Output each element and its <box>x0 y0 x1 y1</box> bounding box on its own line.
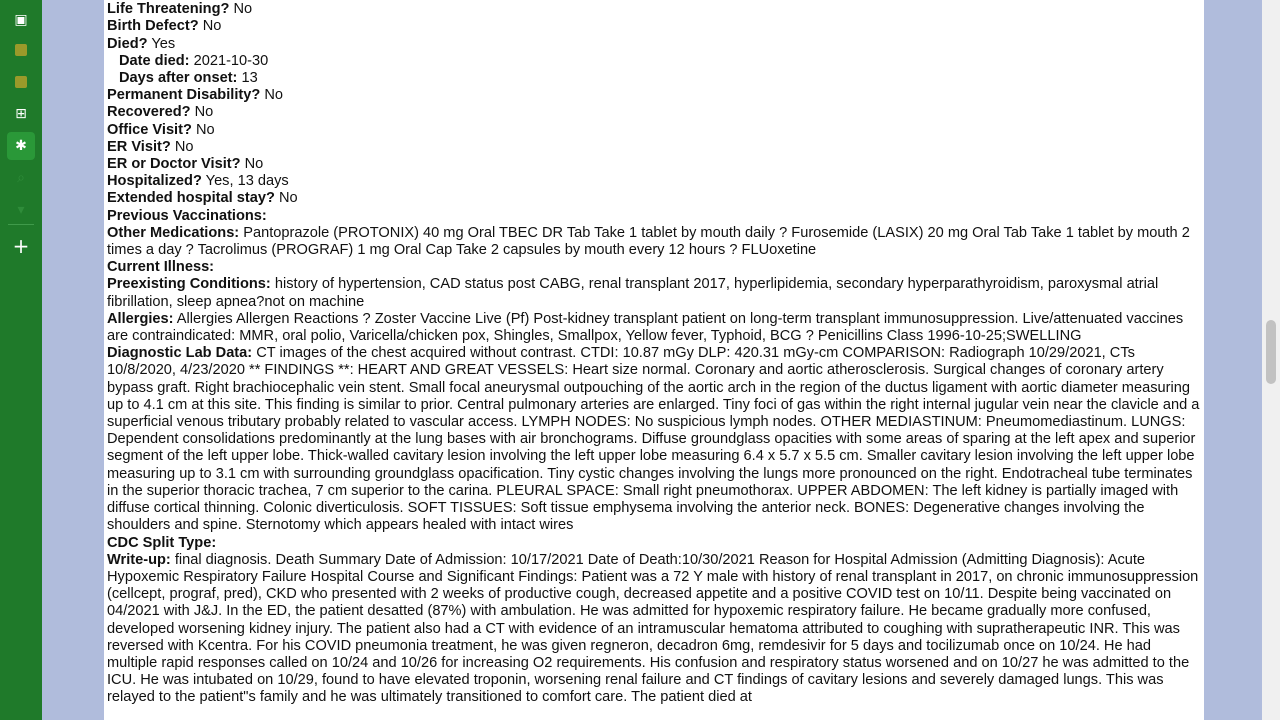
sidebar-extension-active-button[interactable] <box>7 132 35 160</box>
field-value: No <box>264 87 283 104</box>
field-label: Diagnostic Lab Data: <box>107 345 253 362</box>
field-value: No <box>174 138 194 155</box>
report-field-row <box>107 1 1201 18</box>
sidebar-filter-button[interactable] <box>7 196 35 224</box>
field-label: Office Visit? <box>107 121 192 138</box>
field-label: Date died: <box>119 52 190 69</box>
field-value: 13 <box>241 70 258 87</box>
report-field-row <box>107 552 1201 707</box>
extension-icon <box>15 76 27 88</box>
grid-icon: ⊞ <box>15 106 27 122</box>
field-value: 2021-10-30 <box>193 52 269 69</box>
field-value: Allergies Allergen Reactions ? Zoster Vaccine Live (Pf) Post-kidney transplant patient on long-term transplant immunosuppression. Live/attenuated vaccines are contraindicated: MMR, oral polio, Varicella/chicken pox, Shingles, Smallpox, Yellow fever, Typhoid, BCG ? Penicillins Class 1996-10-25;SWELLING <box>107 310 1184 345</box>
field-label: Preexisting Conditions: <box>107 276 271 293</box>
report-page <box>104 0 1204 720</box>
report-field-row <box>107 276 1201 310</box>
field-value: No <box>244 156 264 173</box>
field-value: No <box>278 190 298 207</box>
sidebar-add-button[interactable] <box>7 232 35 260</box>
field-label: Extended hospital stay? <box>107 190 275 207</box>
report-field-row <box>107 345 1201 534</box>
field-label: Birth Defect? <box>107 18 199 35</box>
browser-sidebar <box>0 0 42 720</box>
sidebar-extension-grid-button[interactable] <box>7 100 35 128</box>
field-label: ER or Doctor Visit? <box>107 156 241 173</box>
report-field-row <box>107 173 1201 190</box>
field-label: Permanent Disability? <box>107 87 261 104</box>
field-value: final diagnosis. Death Summary Date of Admission: 10/17/2021 Date of Death:10/30/2021 Reason for Hospital Admission (Admitting Diagnosis): Acute Hypoxemic Respiratory Failure Hospital Course and Significant Findings: Patient was a 72 Y male with history of renal transplant in 2017, on chronic immunosuppression (cellcept, prograf, pred), CKD who presented with 2 weeks of productive cough, decreased appetite and a positive COVID test on 10/11. Despite being vaccinated on 04/2021 with J&J. In the ED, the patient desatted (87%) with ambulation. He was admitted for hypoxemic respiratory failure. He became gradually more confused, developed worsening kidney injury. The patient also had a CT with evidence of an intramuscular hematoma attributed to coughing with supratherapeutic INR. This was reversed with Kcentra. For his COVID pneumonia treatment, he was given regneron, decadron 6mg, remdesivir for 5 days and tocilizumab once on 10/24. He had multiple rapid responses called on 10/24 and 10/26 for increasing O2 requirements. His confusion and respiratory status worsened and on 10/27 he was admitted to the ICU. He was intubated on 10/29, found to have elevated troponin, worsening renal failure and CT findings of cavitary lesions and severely damaged lungs. This was relayed to the patient"s family and he was ultimately transitioned to comfort care. The patient died at <box>107 551 1199 706</box>
report-field-row <box>107 259 1201 276</box>
page-scrollbar[interactable] <box>1262 0 1280 720</box>
search-icon: ⌕ <box>17 170 25 186</box>
field-label: Days after onset: <box>119 70 238 87</box>
filter-icon: ▾ <box>17 202 25 218</box>
extension-icon <box>15 44 27 56</box>
field-value: CT images of the chest acquired without contrast. CTDI: 10.87 mGy DLP: 420.31 mGy-cm COMPARISON: Radiograph 10/29/2021, CTs 10/8/2020, 4/23/2020 ** FINDINGS **: HEART AND GREAT VESSELS: Heart size normal. Coronary and aortic atherosclerosis. Surgical changes of coronary artery bypass graft. Right brachiocephalic vein stent. Small focal aneurysmal outpouching of the aortic arch in the region of the ductus ligament with aortic diameter measuring up to 4.1 cm at this site. This finding is similar to prior. Central pulmonary arteries are enlarged. Tiny foci of gas within the right internal jugular vein near the clavicle and a superficial venous tributary probably related to vascular access. LYMPH NODES: No suspicious lymph nodes. OTHER MEDIASTINUM: Pneumomediastinum. LUNGS: Dependent consolidations predominantly at the lung bases with air bronchograms. Diffuse groundglass opacities with some areas of sparing at the left apex and superior segment of the left upper lobe. Thick-walled cavitary lesion involving the left upper lobe measuring 6.4 x 5.7 x 5.5 cm. Smaller cavitary lesion involving the left upper lobe measuring up to 3.1 cm with surrounding groundglass opacification. Tiny cystic changes involving the lungs more pronounced on the right. Endotracheal tube terminates in the superior thoracic trachea, 7 cm superior to the carina. PLEURAL SPACE: Small right pneumothorax. UPPER ABDOMEN: The left kidney is partially imaged with diffuse cortical thinning. Colonic diverticulosis. SOFT TISSUES: Soft tissue emphysema involving the anterior neck. BONES: Degenerative changes involving the shoulders and spine. Sternotomy which appears healed with intact wires <box>107 345 1200 534</box>
field-value: Yes <box>151 35 176 52</box>
field-value: Yes, 13 days <box>205 173 289 190</box>
field-label: Current Illness: <box>107 259 215 276</box>
field-value: Pantoprazole (PROTONIX) 40 mg Oral TBEC DR Tab Take 1 tablet by mouth daily ? Furosemide (LASIX) 20 mg Oral Tab Take 1 tablet by mouth 2 times a day ? Tacrolimus (PROGRAF) 1 mg Oral Cap Take 2 capsules by mouth every 12 hours ? FLUoxetine <box>107 224 1190 259</box>
report-field-row <box>107 36 1201 53</box>
field-value: No <box>202 18 222 35</box>
scroll-thumb[interactable] <box>1266 320 1276 384</box>
field-label: Recovered? <box>107 104 191 121</box>
report-field-row <box>107 70 1201 87</box>
vaers-report <box>107 0 1201 707</box>
field-label: ER Visit? <box>107 138 171 155</box>
sidebar-sidebar-toggle-button[interactable] <box>7 6 35 34</box>
report-field-row <box>107 87 1201 104</box>
report-field-row <box>107 190 1201 207</box>
sidebar-panel-icon: ▣ <box>14 12 28 28</box>
field-label: Previous Vaccinations: <box>107 207 267 224</box>
sidebar-extension-1-button[interactable] <box>7 36 35 64</box>
puzzle-icon: ✱ <box>15 138 27 154</box>
plus-icon: + <box>12 234 30 258</box>
field-label: Died? <box>107 35 148 52</box>
field-label: Life Threatening? <box>107 1 230 18</box>
sidebar-divider <box>8 224 34 225</box>
field-value: history of hypertension, CAD status post CABG, renal transplant 2017, hyperlipidemia, secondary hyperparathyroidism, paroxysmal atrial fibrillation, sleep apnea?not on machine <box>107 276 1159 310</box>
report-field-row <box>107 311 1201 345</box>
report-field-row <box>107 18 1201 35</box>
field-label: Write-up: <box>107 551 171 568</box>
field-value: No <box>233 1 253 18</box>
field-label: CDC Split Type: <box>107 534 217 551</box>
report-field-row <box>107 225 1201 259</box>
sidebar-search-button[interactable] <box>7 164 35 192</box>
report-field-row <box>107 156 1201 173</box>
report-field-row <box>107 139 1201 156</box>
sidebar-extension-2-button[interactable] <box>7 68 35 96</box>
field-label: Allergies: <box>107 310 174 327</box>
report-field-row <box>107 208 1201 225</box>
report-field-row <box>107 53 1201 70</box>
field-value: No <box>194 104 214 121</box>
report-field-row <box>107 535 1201 552</box>
report-field-row <box>107 122 1201 139</box>
field-label: Hospitalized? <box>107 173 202 190</box>
report-field-row <box>107 104 1201 121</box>
field-value: No <box>195 121 215 138</box>
field-label: Other Medications: <box>107 224 240 241</box>
